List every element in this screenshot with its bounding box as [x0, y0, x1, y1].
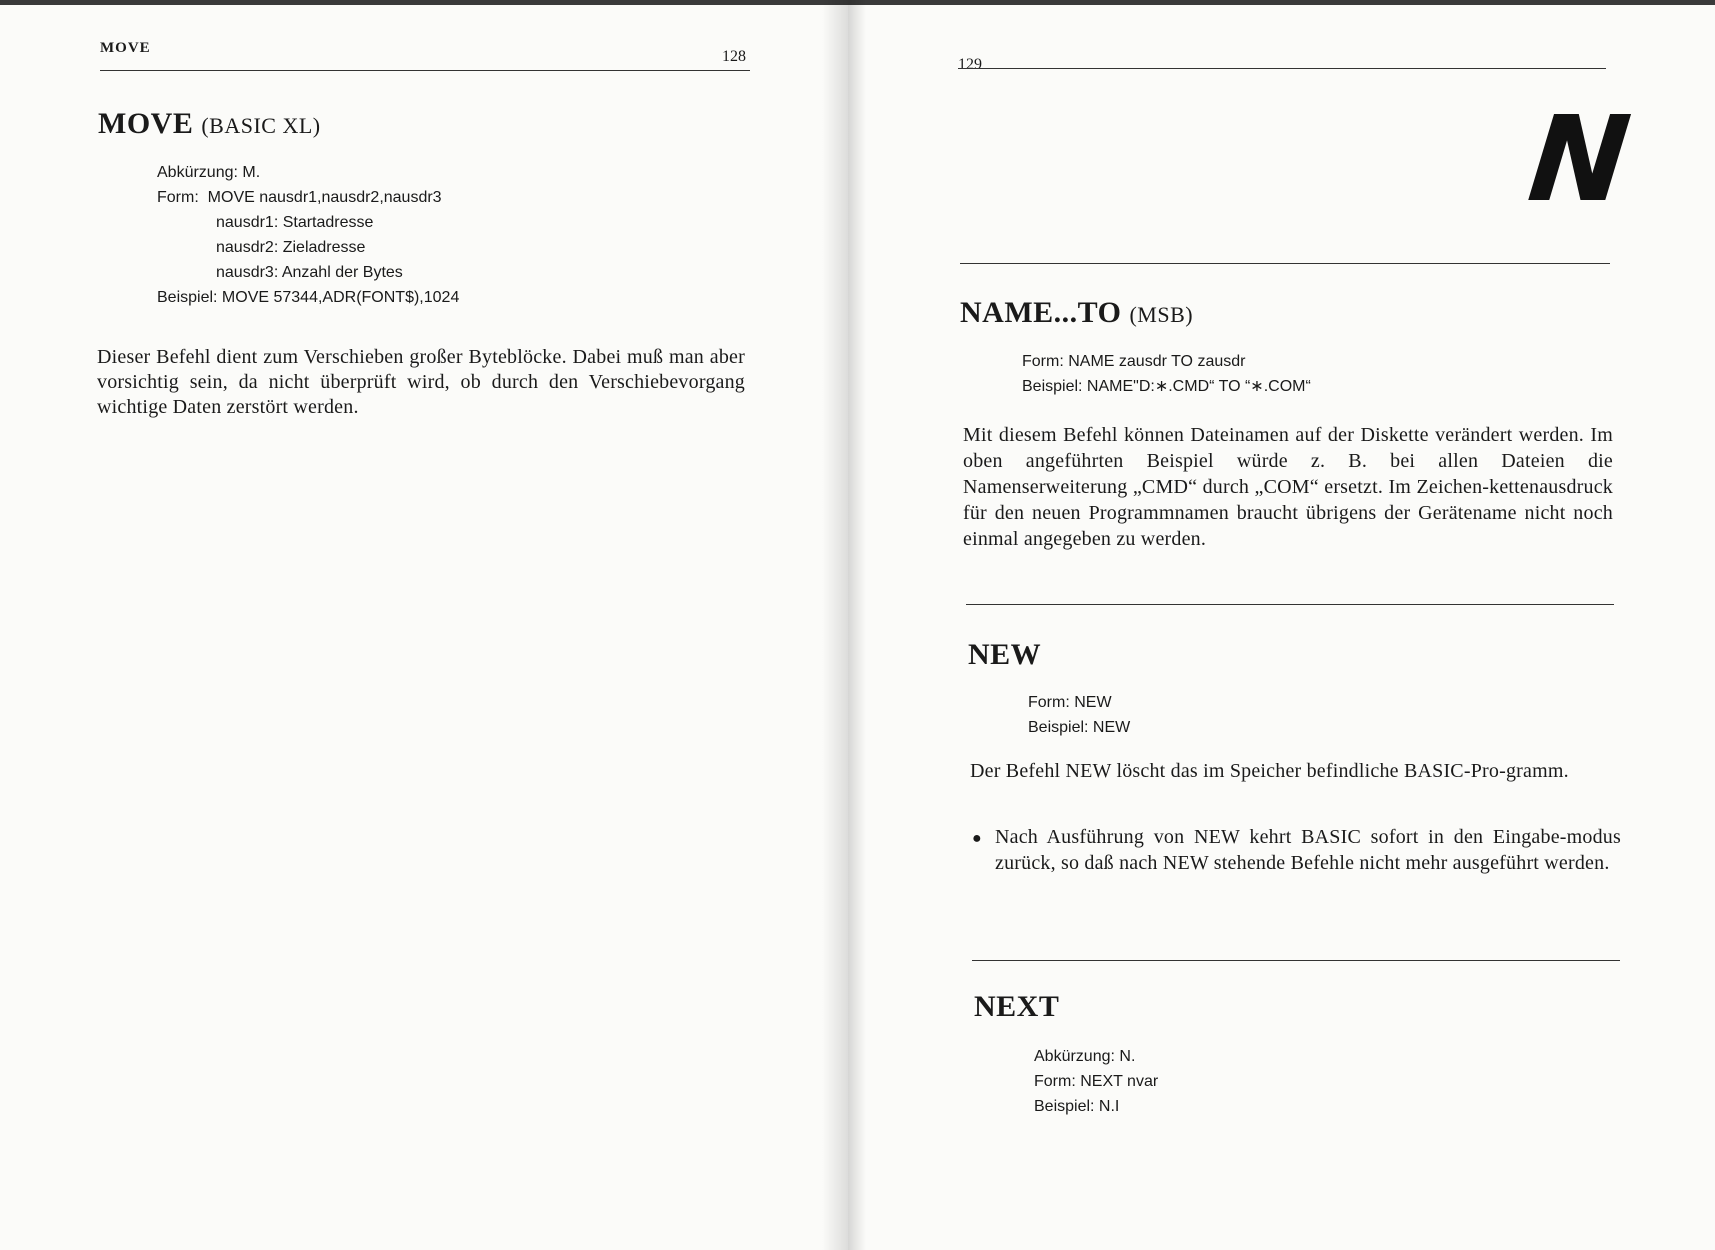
syntax-block-move: [157, 160, 459, 310]
section-rule: [960, 263, 1610, 264]
syntax-block-next: [1034, 1044, 1158, 1119]
entry-title-next: NEXT: [974, 990, 1060, 1023]
page-number: 129: [958, 56, 982, 73]
syntax-line: Form: NEW: [1028, 694, 1112, 711]
header-rule: [100, 70, 750, 71]
entry-title-text: NAME...TO: [960, 296, 1122, 329]
syntax-line: nausdr3: Anzahl der Bytes: [216, 264, 403, 281]
syntax-line: Form: NAME zausdr TO zausdr: [1022, 353, 1246, 370]
section-rule: [972, 960, 1620, 961]
syntax-block-new: [1028, 690, 1130, 740]
syntax-line: Beispiel: N.I: [1034, 1098, 1120, 1115]
entry-subtitle: (BASIC XL): [201, 113, 321, 138]
page-top-edge: [0, 0, 848, 5]
syntax-line: Form: NEXT nvar: [1034, 1073, 1159, 1090]
section-rule: [966, 604, 1614, 605]
running-head: MOVE: [100, 40, 151, 56]
entry-title-new: NEW: [968, 638, 1042, 671]
entry-body-new: Der Befehl NEW löscht das im Speicher befindliche BASIC-Pro-gramm.: [970, 760, 1569, 782]
entry-title-name-to: [960, 296, 1193, 330]
header-rule: [958, 68, 1606, 69]
right-page: [848, 0, 1715, 1250]
entry-title-move: [98, 107, 321, 141]
entry-subtitle: (MSB): [1129, 302, 1194, 327]
entry-bullet-new: Nach Ausführung von NEW kehrt BASIC sofort in den Eingabe-modus zurück, so daß nach NEW stehende Befehle nicht mehr ausgeführt werden.: [995, 826, 1621, 874]
syntax-line: Beispiel: MOVE 57344,ADR(FONT$),1024: [157, 289, 460, 306]
syntax-line: Beispiel: NAME"D:∗.CMD“ TO “∗.COM“: [1022, 378, 1311, 395]
syntax-line: nausdr1: Startadresse: [216, 214, 374, 231]
left-page: [0, 0, 848, 1250]
gutter-shadow: [822, 0, 848, 1250]
syntax-block-name-to: [1022, 349, 1311, 399]
entry-body-move: Dieser Befehl dient zum Verschieben großer Byteblöcke. Dabei muß man aber vorsichtig sein, da nicht überprüft wird, ob durch den Verschiebevorgang wichtige Daten zerstört werden.: [97, 346, 745, 418]
bullet-icon: ●: [972, 830, 982, 847]
syntax-line: Beispiel: NEW: [1028, 719, 1131, 736]
section-letter: N: [1522, 90, 1637, 228]
page-top-edge: [848, 0, 1715, 5]
syntax-line: nausdr2: Zieladresse: [216, 239, 366, 256]
syntax-line: Abkürzung: M.: [157, 164, 261, 181]
entry-body-name-to: Mit diesem Befehl können Dateinamen auf der Diskette verändert werden. Im oben angeführten Beispiel würde z. B. bei allen Dateien die Namenserweiterung „CMD“ durch „COM“ ersetzt. Im Zeichen-kettenausdruck für den neuen Programmnamen braucht übrigens der Gerätename nicht noch einmal angegeben zu werden.: [963, 424, 1613, 550]
syntax-line: Form: MOVE nausdr1,nausdr2,nausdr3: [157, 189, 442, 206]
gutter-shadow: [848, 0, 866, 1250]
page-number: 128: [722, 48, 746, 65]
syntax-line: Abkürzung: N.: [1034, 1048, 1136, 1065]
entry-title-text: MOVE: [98, 107, 194, 140]
